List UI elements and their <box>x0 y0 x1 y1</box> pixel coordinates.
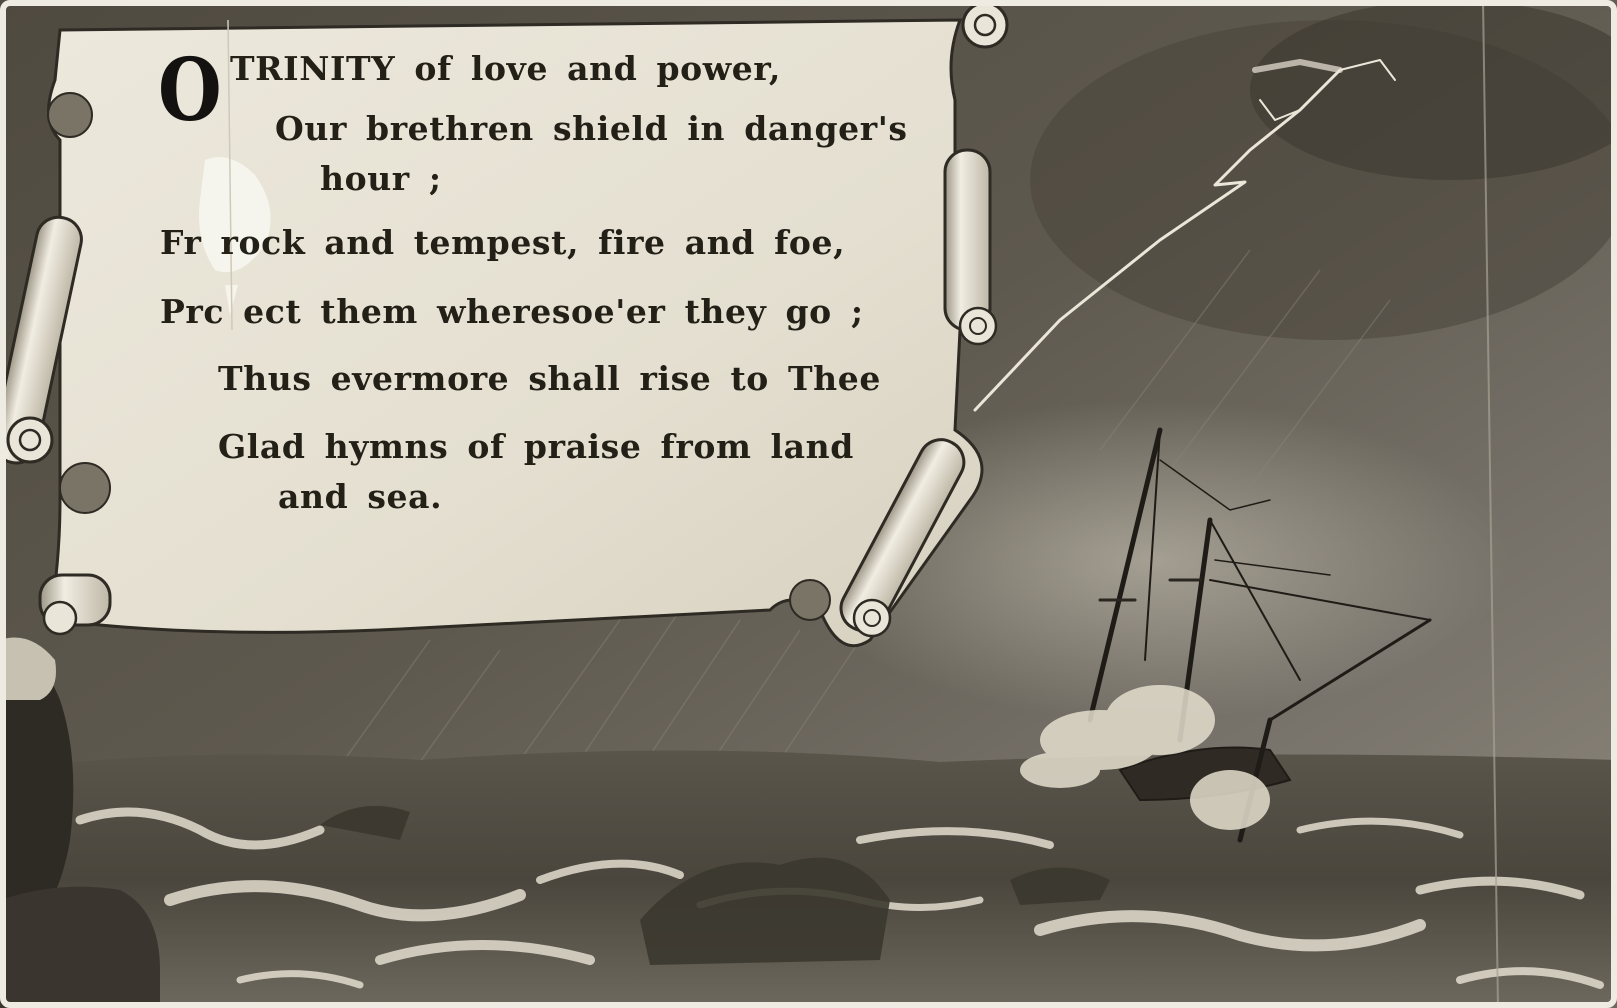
verse-line-7: Glad hymns of praise from land <box>218 427 854 466</box>
verse-line-5: Prc ect them wheresoe'er they go ; <box>160 292 864 331</box>
drop-cap-o: O <box>158 40 222 141</box>
verse-line-6: Thus evermore shall rise to Thee <box>218 359 881 398</box>
verse-line-2: Our brethren shield in danger's <box>275 109 908 148</box>
verse-line-4: Fr rock and tempest, fire and foe, <box>160 223 846 262</box>
verse-line-1: TRINITY of love and power, <box>230 49 782 88</box>
verse-line-3: hour ; <box>320 159 442 198</box>
verse-line-8: and sea. <box>278 477 443 516</box>
